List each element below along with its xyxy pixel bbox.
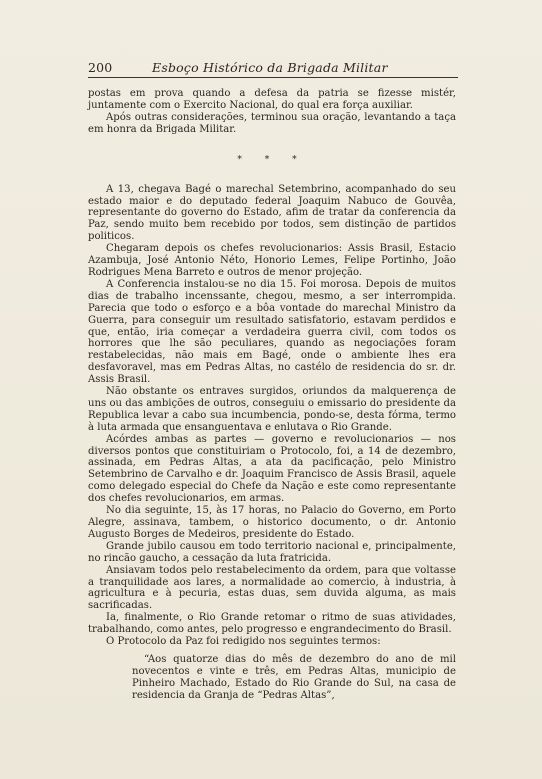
running-title: Esboço Histórico da Brigada Militar: [152, 60, 388, 75]
page-number: 200: [88, 60, 113, 75]
paragraph: Ia, finalmente, o Rio Grande retomar o ritmo de suas atividades, trabalhando, como antes, pelo progresso e engrandecimento do Brasil.: [88, 612, 456, 636]
block-quote: “Aos quatorze dias do mês de dezembro do ano de mil novecentos e vinte e três, em Pedras Altas, municipio de Pinheiro Machado, Estado do Rio Grande do Sul, na casa de residencia da Granja de “Pedras Altas”,: [132, 653, 456, 701]
running-header: [88, 60, 458, 78]
paragraph: Ansiavam todos pelo restabelecimento da ordem, para que voltasse a tranquilidade aos lares, a normalidade ao comercio, à industria, à agricultura e à pecuria, estas duas, sem duvida alguma, as mais sacrificadas.: [88, 564, 456, 612]
paragraph: Acórdes ambas as partes — governo e revolucionarios — nos diversos pontos que constituiriam o Protocolo, foi, a 14 de dezembro, assinada, em Pedras Altas, a ata da pacificação, pelo Ministro Setembrino de Carvalho e dr. Joaquim Francisco de Assis Brasil, aquele como delegado especial do Chefe da Nação e este como representante dos chefes revolucionarios, em armas.: [88, 433, 456, 505]
page-body: [88, 88, 456, 702]
paragraph: Não obstante os entraves surgidos, oriundos da malquerença de uns ou das ambições de outros, conseguiu o emissario do presidente da Republica levar a cabo sua incumbencia, pondo-se, desta fórma, termo à luta armada que ensanguentava e enlutava o Rio Grande.: [88, 386, 456, 433]
paragraph: A 13, chegava Bagé o marechal Setembrino, acompanhado do seu estado maior e do deputado federal Joaquim Nabuco de Gouvêa, representante do governo do Estado, afim de tratar da conferencia da Paz, sendo muito bem recebido por todos, sem distinção de partidos politicos.: [88, 183, 456, 243]
paragraph: Após outras considerações, terminou sua oração, levantando a taça em honra da Brigada Militar.: [88, 111, 456, 135]
paragraph: No dia seguinte, 15, às 17 horas, no Palacio do Governo, em Porto Alegre, assinava, tambem, o historico documento, o dr. Antonio Augusto Borges de Medeiros, presidente do Estado.: [88, 505, 456, 540]
paragraph: Grande jubilo causou em todo territorio nacional e, principalmente, no rincão gaucho, a cessação da luta fratricida.: [88, 540, 456, 564]
paragraph: A Conferencia instalou-se no dia 15. Foi morosa. Depois de muitos dias de trabalho incenssante, chegou, mesmo, a ser interrompida. Parecia que todo o esforço e a bôa vontade do marechal Ministro da Guerra, para conseguir um resultado satisfatorio, estavam perdidos e que, então, iria começar a verdadeira guerra civil, com todos os horrores que lhe são peculiares, quando as negociações foram restabelecidas, não mais em Bagé, onde o ambiente lhes era desfavoravel, mas em Pedras Altas, no castélo de residencia do sr. dr. Assis Brasil.: [88, 278, 456, 386]
paragraph: O Protocolo da Paz foi redigido nos seguintes termos:: [106, 636, 381, 648]
paragraph-continuation: postas em prova quando a defesa da patria se fizesse mistér, juntamente com o Exercito Nacional, do qual era força auxiliar.: [88, 88, 456, 111]
section-separator: * * *: [237, 154, 307, 165]
paragraph: Chegaram depois os chefes revolucionarios: Assis Brasil, Estacio Azambuja, José Antonio Néto, Honorio Lemes, Felipe Portinho, João Rodrigues Mena Barreto e outros de menor projeção.: [88, 243, 456, 278]
